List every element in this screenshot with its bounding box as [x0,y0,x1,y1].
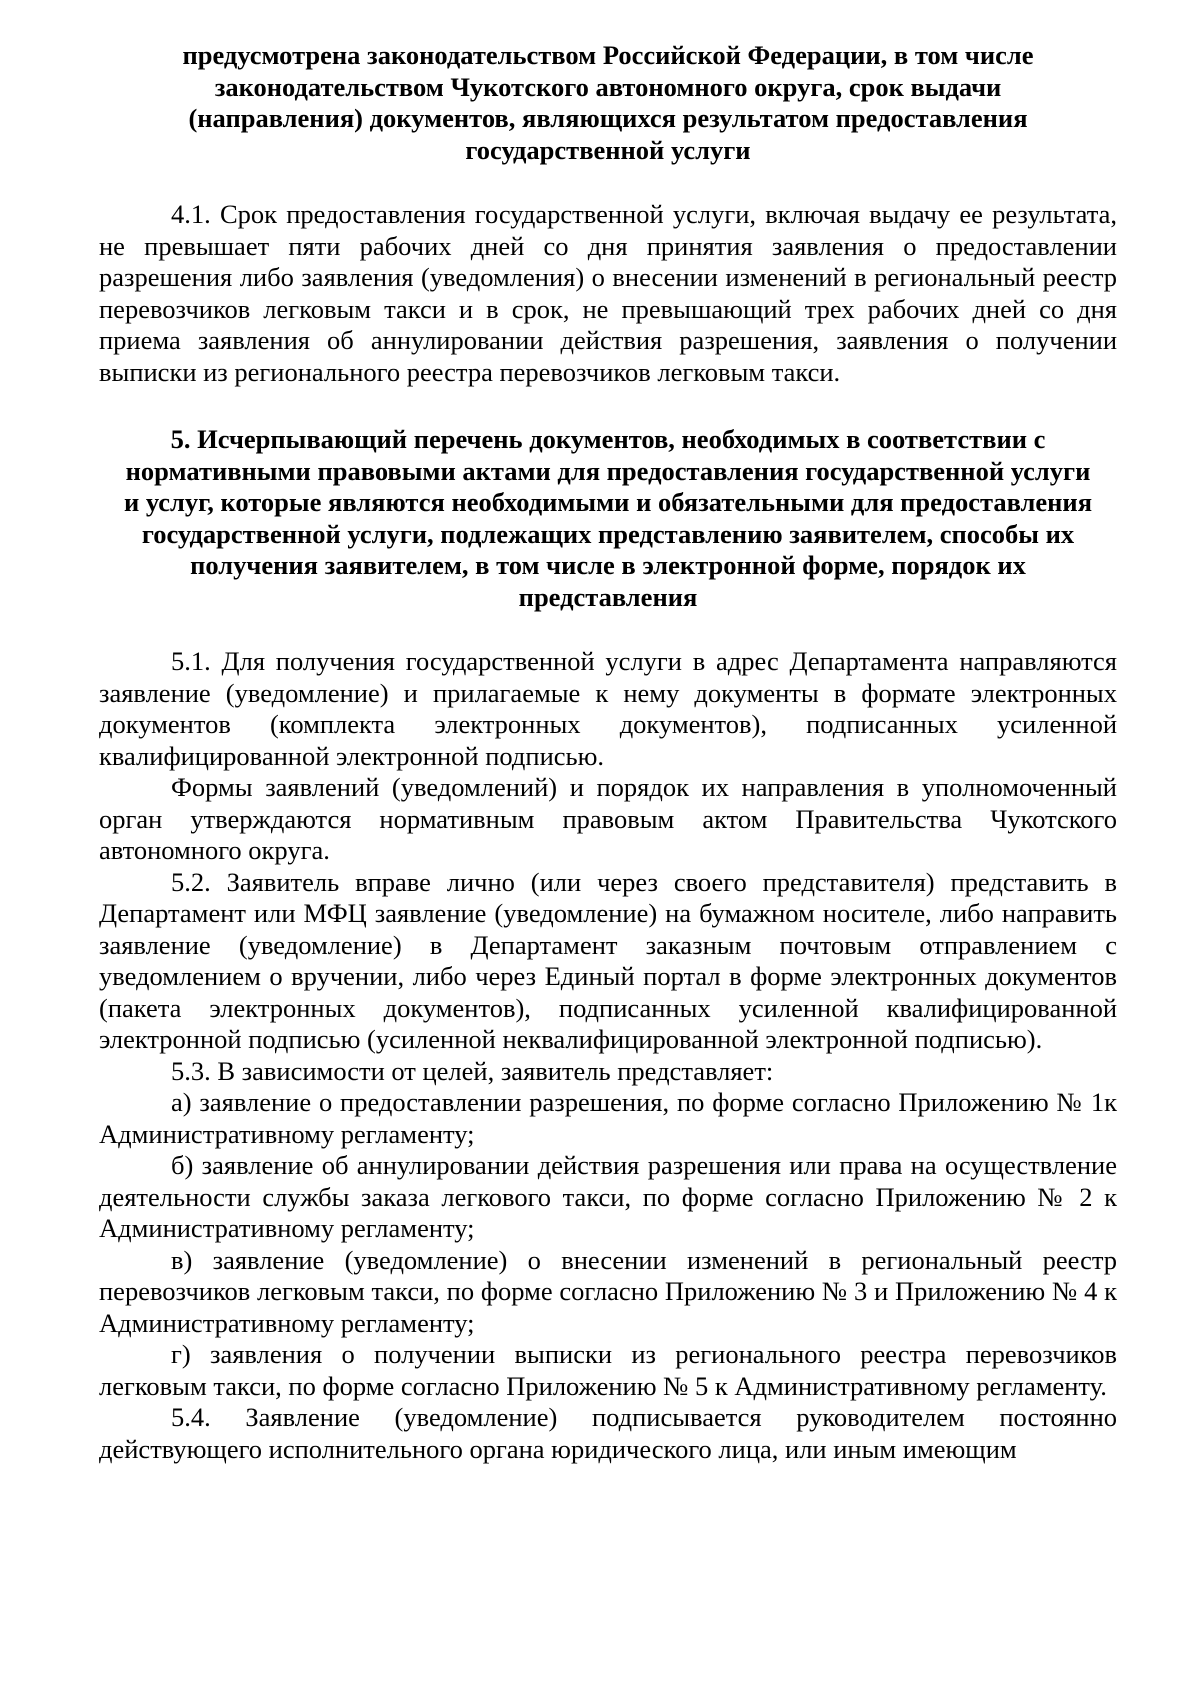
paragraph-5-3: 5.3. В зависимости от целей, заявитель представляет: [171,1055,774,1086]
list-item-v: в) заявление (уведомление) о внесении изменений в региональный реестр перевозчиков легковым такси, по форме согласно Приложению № 3 и Приложению № 4 к Административному регламенту; [99,1244,1117,1338]
list-item-b: б) заявление об аннулировании действия разрешения или права на осуществление деятельности службы заказа легкового такси, по форме согласно Приложению № 2 к Административному регламенту; [99,1150,1117,1243]
paragraph-5-1: 5.1. Для получения государственной услуги в адрес Департамента направляются заявление (уведомление) и прилагаемые к нему документы в формате электронных документов (комплекта электронных документов), подписанных усиленной квалифицированной электронной подписью. [99,646,1117,771]
paragraph-5-4: 5.4. Заявление (уведомление) подписывается руководителем постоянно действующего исполнительного органа юридического лица, или иным имеющим [99,1402,1117,1464]
paragraph-4-1: 4.1. Срок предоставления государственной услуги, включая выдачу ее результата, не превышает пяти рабочих дней со дня принятия заявления о предоставлении разрешения либо заявления (уведомления) о внесении изменений в региональный реестр перевозчиков легковым такси и в срок, не превышающий трех рабочих дней со дня приема заявления об аннулировании действия разрешения, заявления о получении выписки из регионального реестра перевозчиков легковым такси. [99,199,1117,387]
paragraph-forms: Формы заявлений (уведомлений) и порядок их направления в уполномоченный орган утверждаются нормативным правовым актом Правительства Чукотского автономного округа. [99,772,1117,865]
section-5-heading: 5. Исчерпывающий перечень документов, необходимых в соответствии с нормативными правовыми актами для предоставления государственной услуги и услуг, которые являются необходимыми и обязательными для предоставления государственной услуги, подлежащих представлению заявителем, способы их получения заявителем, в том числе в электронной форме, порядок их представления [123,424,1093,612]
paragraph-5-2: 5.2. Заявитель вправе лично (или через своего представителя) представить в Департамент или МФЦ заявление (уведомление) на бумажном носителе, либо направить заявление (уведомление) в Департамент заказным почтовым отправлением с уведомлением о вручении, либо через Единый портал в форме электронных документов (пакета электронных документов), подписанных усиленной квалифицированной электронной подписью (усиленной неквалифицированной электронной подписью). [99,866,1117,1054]
document-page [99,40,1117,1465]
list-item-a: а) заявление о предоставлении разрешения, по форме согласно Приложению № 1к Административному регламенту; [99,1087,1117,1149]
list-item-g: г) заявления о получении выписки из регионального реестра перевозчиков легковым такси, по форме согласно Приложению № 5 к Административному регламенту. [99,1339,1117,1401]
section-4-heading-continuation: предусмотрена законодательством Российской Федерации, в том числе законодательством Чукотского автономного округа, срок выдачи (направления) документов, являющихся результатом предоставления государственной услуги [182,40,1034,165]
